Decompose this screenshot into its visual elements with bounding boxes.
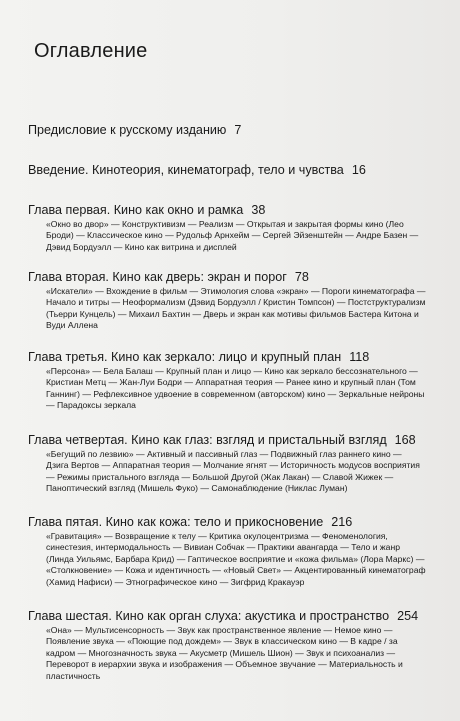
toc-entry-preface: [28, 123, 438, 138]
toc-entry-title: Глава пятая. Кино как кожа: тело и прикосновение: [28, 515, 324, 529]
toc-entry-title: Глава вторая. Кино как дверь: экран и порог: [28, 270, 287, 284]
toc-entry-title: Предисловие к русскому изданию: [28, 123, 227, 137]
toc-entry-heading: [28, 515, 438, 530]
toc-entry-page: 168: [394, 433, 416, 447]
toc-entry-chapter-4: [28, 433, 438, 495]
toc-entry-topics: «Она» — Мультисенсорность — Звук как пространственное явление — Немое кино — Появление звука — «Поющие под дождем» — Звук в классическом кино — В кадре / за кадром — Многозначность звука — Акусметр (Мишель Шион) — Звук и психоанализ — Переворот в иерархии звука и изображения — Объемное звучание — Материальность и пластичность: [46, 625, 403, 681]
toc-entry-heading: [28, 123, 438, 138]
toc-entry-introduction: [28, 163, 438, 178]
toc-entry-topics: «Гравитация» — Возвращение к телу — Критика окулоцентризма — Феноменология, синестезия, интермодальность — Вивиан Собчак — Практики авангарда — Тело и жанр (Линда Уильямс, Барбара Крид) — Гаптическое восприятие и «кожа фильма» (Лора Маркс) — «Столкновение» — Кожа и идентичность — «Новый Свет» — Акцентированный кинематограф (Хамид Нафиси) — Этнографическое кино — Зигфрид Кракауэр: [46, 531, 426, 587]
toc-entry-title: Глава первая. Кино как окно и рамка: [28, 203, 244, 217]
toc-entry-title: Глава четвертая. Кино как глаз: взгляд и пристальный взгляд: [28, 433, 387, 447]
toc-entry-topics: «Искатели» — Вхождение в фильм — Этимология слова «экран» — Пороги кинематографа — Начало и титры — Неоформализм (Дэвид Бордуэлл / Кристин Томпсон) — Постструктурализм (Тьерри Кунцель) — Михаил Бахтин — Дверь и экран как мотивы фильмов Бастера Китона и Вуди Аллена: [46, 286, 426, 331]
toc-entry-chapter-3: [28, 350, 438, 412]
toc-entry-page: 16: [351, 163, 366, 177]
toc-entry-heading: [28, 163, 438, 178]
toc-entry-title: Введение. Кинотеория, кинематограф, тело и чувства: [28, 163, 344, 177]
toc-entry-chapter-1: [28, 203, 438, 253]
toc-entry-page: 7: [234, 123, 242, 137]
toc-entry-heading: [28, 203, 438, 218]
toc-entry-heading: [28, 433, 438, 448]
toc-entry-page: 118: [349, 350, 370, 364]
toc-entry-chapter-2: [28, 270, 438, 332]
toc-entry-page: 38: [251, 203, 266, 217]
toc-entry-topics: «Окно во двор» — Конструктивизм — Реализм — Открытая и закрытая формы кино (Лео Броди) — Классическое кино — Рудольф Арнхейм — Сергей Эйзенштейн — Андре Базен — Дэвид Бордуэлл — Кино как витрина и дисплей: [46, 219, 419, 252]
toc-entry-title: Глава третья. Кино как зеркало: лицо и крупный план: [28, 350, 342, 364]
toc-entry-heading: [28, 609, 438, 624]
toc-entry-title: Глава шестая. Кино как орган слуха: акустика и пространство: [28, 609, 390, 623]
toc-entry-heading: [28, 270, 438, 285]
page-title: Оглавление: [34, 40, 148, 62]
toc-entry-topics: «Персона» — Бела Балаш — Крупный план и лицо — Кино как зеркало бессознательного — Кристиан Метц — Жан-Луи Бодри — Аппаратная теория — Ранее кино и крупный план (Том Ганнинг) — Рефлексивное удвоение в современном (авторском) кино — Зеркальные нейроны — Парадоксы зеркала: [46, 366, 425, 411]
toc-entry-chapter-6: [28, 609, 438, 682]
toc-entry-chapter-5: [28, 515, 438, 588]
toc-entry-topics: «Бегущий по лезвию» — Активный и пассивный глаз — Подвижный глаз раннего кино — Дзига Вертов — Аппаратная теория — Молчание ягнят — Историчность модусов восприятия — Режимы пристального взгляда — Большой Другой (Жак Лакан) — Славой Жижек — Паноптический взгляд (Мишель Фуко) — Самонаблюдение (Никлас Луман): [46, 449, 420, 494]
toc-entry-page: 216: [331, 515, 353, 529]
toc-entry-page: 254: [397, 609, 419, 623]
toc-entry-heading: [28, 350, 438, 365]
toc-entry-page: 78: [294, 270, 309, 284]
